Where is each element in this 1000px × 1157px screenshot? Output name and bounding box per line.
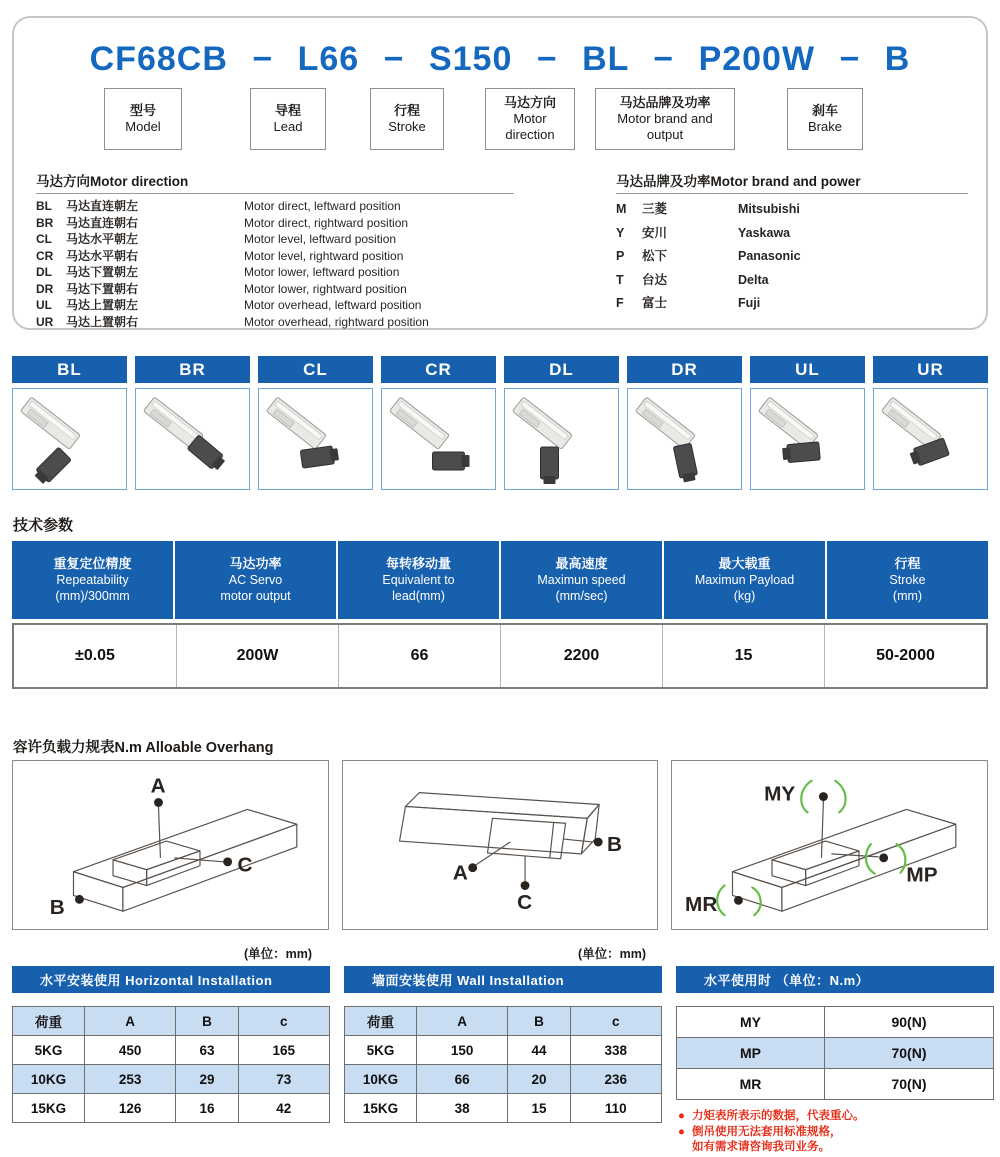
model-code-panel [12, 16, 988, 330]
table-cell: 253 [85, 1065, 176, 1094]
code-box-label-zh: 刹车 [811, 103, 838, 118]
footnote-text: 力矩表所表示的数据，代表重心。 [692, 1110, 865, 1122]
tech-value-cell-3: 2200 [500, 625, 662, 687]
orientation-card-bl [12, 356, 127, 490]
tech-header-cell-5 [827, 541, 988, 619]
direction-en: Motor direct, rightward position [244, 215, 409, 230]
table-cell: 110 [570, 1094, 661, 1123]
brand-item-t [616, 269, 968, 293]
table-cell: 15KG [13, 1094, 85, 1123]
footnote-text: 如有需求请咨询我司业务。 [692, 1141, 830, 1153]
direction-code: DR [36, 281, 54, 296]
torque-value-cell: 90(N) [825, 1007, 994, 1038]
torque-section [676, 966, 994, 1156]
direction-item-cr [36, 248, 514, 265]
footnote-line [678, 1125, 994, 1141]
tech-header-line: 行程 [894, 556, 921, 571]
column-header: A [417, 1007, 508, 1036]
orientation-label: BL [12, 356, 127, 383]
orientation-label: CL [258, 356, 373, 383]
direction-en: Motor overhead, rightward position [244, 314, 429, 329]
motor-direction-list [36, 198, 514, 330]
direction-item-dr [36, 281, 514, 298]
table-cell: 338 [570, 1036, 661, 1065]
overhang-diagram-row [12, 760, 988, 930]
horizontal-installation-title: 水平安装使用 Horizontal Installation [12, 966, 330, 993]
direction-item-ul [36, 297, 514, 314]
motor-brand-list [616, 198, 968, 316]
orientation-label: DR [627, 356, 742, 383]
direction-code: BL [36, 199, 52, 213]
table-cell: 38 [417, 1094, 508, 1123]
tech-params-title: 技术参数 [13, 517, 74, 534]
brand-zh: 富士 [642, 296, 668, 310]
direction-code: UR [36, 314, 54, 329]
direction-code: DL [36, 265, 52, 279]
code-box-label-zh: 型号 [129, 103, 156, 118]
brand-zh: 安川 [642, 225, 668, 240]
code-box-label-en: Stroke [388, 119, 426, 134]
direction-item-cl [36, 231, 514, 248]
code-box-lead [250, 88, 326, 150]
direction-zh: 马达下置朝左 [66, 265, 139, 279]
horizontal-installation-table [12, 1006, 330, 1123]
direction-zh: 马达下置朝右 [66, 281, 139, 296]
tech-header-line: 最高速度 [555, 556, 608, 571]
table-cell: 5KG [13, 1036, 85, 1065]
tech-header-cell-4 [664, 541, 825, 619]
code-box-motor-direction [485, 88, 575, 150]
label-a: A [150, 774, 166, 798]
tech-header-line: Equivalent to [382, 573, 455, 587]
direction-en: Motor lower, rightward position [244, 281, 407, 296]
actuator-illustration [13, 389, 126, 489]
orientation-card-br [135, 356, 250, 490]
tech-header-line: 马达功率 [229, 556, 282, 571]
brand-en: Panasonic [738, 249, 801, 263]
table-cell: 150 [417, 1036, 508, 1065]
brand-code: Y [616, 225, 625, 240]
label-c: C [516, 891, 532, 915]
orientation-label: UR [873, 356, 988, 383]
tech-header-line: Repeatability [56, 573, 129, 587]
tech-header-line: (mm)/300mm [55, 589, 130, 603]
column-header: 荷重 [13, 1007, 85, 1036]
actuator-illustration [136, 389, 249, 489]
actuator-photo-br [135, 388, 250, 490]
table-row [345, 1094, 662, 1123]
direction-en: Motor direct, leftward position [244, 199, 401, 213]
unit-label-row [12, 944, 988, 962]
table-row [677, 1038, 994, 1069]
tech-header-line: Maximun Payload [694, 573, 795, 587]
orientation-card-dl [504, 356, 619, 490]
table-cell: 63 [176, 1036, 238, 1065]
code-box-label-en: Model [125, 119, 161, 134]
direction-zh: 马达水平朝右 [66, 248, 139, 263]
tech-header-line: (mm/sec) [555, 589, 608, 603]
table-cell: 15KG [345, 1094, 417, 1123]
tech-value-cell-5: 50-2000 [824, 625, 986, 687]
orientation-label: UL [750, 356, 865, 383]
actuator-illustration [259, 389, 372, 489]
orientation-card-ur [873, 356, 988, 490]
table-row [677, 1069, 994, 1100]
actuator-photo-dr [627, 388, 742, 490]
footnote-bullet [678, 1140, 692, 1156]
tech-header-line: 每转移动量 [385, 556, 451, 571]
code-box-row [14, 88, 986, 160]
code-box-label-zh: 导程 [274, 103, 301, 118]
tech-header-line: 重复定位精度 [53, 556, 132, 571]
table-cell: 10KG [13, 1065, 85, 1094]
tech-header-cell-1 [175, 541, 336, 619]
column-header: c [238, 1007, 329, 1036]
label-mp: MP [906, 863, 938, 887]
brand-en: Mitsubishi [738, 202, 800, 216]
motor-direction-heading: 马达方向Motor direction [36, 170, 514, 194]
tech-header-cell-3 [501, 541, 662, 619]
table-cell: 16 [176, 1094, 238, 1123]
installation-tables-row [12, 966, 988, 1156]
brand-zh: 松下 [642, 249, 668, 263]
direction-code: CL [36, 232, 52, 246]
torque-axis-cell: MP [677, 1038, 825, 1069]
wall-mount-illustration [343, 761, 658, 929]
direction-zh: 马达直连朝左 [66, 199, 139, 213]
actuator-photo-ur [873, 388, 988, 490]
orientation-label: BR [135, 356, 250, 383]
column-header: B [508, 1007, 570, 1036]
tech-params-table [12, 541, 988, 689]
code-box-label-zh: 行程 [393, 103, 420, 118]
table-cell: 42 [238, 1094, 329, 1123]
torque-table [676, 1006, 994, 1100]
actuator-photo-cr [381, 388, 496, 490]
table-cell: 10KG [345, 1065, 417, 1094]
actuator-photo-dl [504, 388, 619, 490]
horizontal-installation-section [12, 966, 330, 1156]
label-a: A [452, 861, 468, 885]
table-row [13, 1094, 330, 1123]
footnote-line [678, 1109, 994, 1125]
table-row [345, 1065, 662, 1094]
label-my: MY [764, 782, 796, 806]
column-header: A [85, 1007, 176, 1036]
direction-item-ur [36, 314, 514, 331]
tech-header-line: (mm) [892, 589, 923, 603]
direction-zh: 马达水平朝左 [66, 232, 139, 246]
code-box-label-en: Motor brand and output [617, 111, 713, 142]
actuator-illustration [628, 389, 741, 489]
actuator-illustration [874, 389, 987, 489]
brand-en: Delta [738, 272, 769, 287]
wall-installation-title: 墙面安装使用 Wall Installation [344, 966, 662, 993]
tech-header-cell-2 [338, 541, 499, 619]
model-code: CF68CB − L66 − S150 − BL − P200W − B [89, 40, 911, 78]
column-header: c [570, 1007, 661, 1036]
table-header-row [13, 1007, 330, 1036]
column-header: 荷重 [345, 1007, 417, 1036]
actuator-illustration [505, 389, 618, 489]
table-cell: 5KG [345, 1036, 417, 1065]
moment-axes-illustration [672, 761, 987, 929]
brand-code: T [616, 272, 624, 287]
code-box-label-en: Motor direction [505, 111, 555, 142]
tech-value-cell-4: 15 [662, 625, 824, 687]
tech-header-line: Stroke [889, 573, 926, 587]
motor-brand-legend [616, 170, 968, 316]
wall-installation-table [344, 1006, 662, 1123]
tech-header-line: 最大载重 [718, 556, 771, 571]
wall-installation-section [344, 966, 662, 1156]
code-box-motor-brand-and-output [595, 88, 735, 150]
torque-value-cell: 70(N) [825, 1069, 994, 1100]
code-box-label-zh: 马达方向 [503, 95, 556, 110]
code-box-label-zh: 马达品牌及功率 [619, 95, 711, 110]
direction-zh: 马达上置朝右 [66, 314, 139, 329]
table-cell: 44 [508, 1036, 570, 1065]
motor-direction-legend [36, 170, 514, 330]
table-cell: 66 [417, 1065, 508, 1094]
orientation-gallery [12, 356, 988, 490]
footnote-block [676, 1109, 994, 1156]
torque-axis-cell: MR [677, 1069, 825, 1100]
unit-label-wall: (单位：mm) [578, 947, 647, 961]
horizontal-mount-illustration [13, 761, 328, 929]
tech-value-cell-1: 200W [176, 625, 338, 687]
direction-code: UL [36, 298, 52, 312]
direction-zh: 马达上置朝左 [66, 298, 139, 312]
table-row [677, 1007, 994, 1038]
footnote-text: 倒吊使用无法套用标准规格， [692, 1125, 842, 1138]
actuator-photo-cl [258, 388, 373, 490]
direction-en: Motor overhead, leftward position [244, 298, 422, 312]
direction-item-bl [36, 198, 514, 215]
torque-axis-cell: MY [677, 1007, 825, 1038]
brand-en: Yaskawa [738, 225, 791, 240]
brand-item-m [616, 198, 968, 222]
table-cell: 126 [85, 1094, 176, 1123]
tech-value-cell-2: 66 [338, 625, 500, 687]
brand-code: F [616, 296, 624, 310]
table-row [13, 1065, 330, 1094]
code-box-brake [787, 88, 863, 150]
direction-en: Motor level, leftward position [244, 232, 397, 246]
direction-en: Motor lower, leftward position [244, 265, 400, 279]
label-c: C [237, 853, 253, 877]
table-cell: 450 [85, 1036, 176, 1065]
table-cell: 20 [508, 1065, 570, 1094]
table-row [345, 1036, 662, 1065]
direction-en: Motor level, rightward position [244, 248, 404, 263]
orientation-card-dr [627, 356, 742, 490]
table-header-row [345, 1007, 662, 1036]
torque-value-cell: 70(N) [825, 1038, 994, 1069]
brand-zh: 台达 [642, 272, 668, 287]
direction-item-dl [36, 264, 514, 281]
tech-header-line: motor output [220, 589, 291, 603]
overhang-diagram-horizontal [12, 760, 329, 930]
table-cell: 165 [238, 1036, 329, 1065]
brand-code: P [616, 249, 625, 263]
brand-item-p [616, 245, 968, 269]
overhang-diagram-moment [671, 760, 988, 930]
tech-header-line: AC Servo [228, 573, 283, 587]
table-cell: 236 [570, 1065, 661, 1094]
orientation-card-cl [258, 356, 373, 490]
direction-code: BR [36, 215, 54, 230]
overhang-title: 容许负载力规表N.m Alloable Overhang [13, 740, 274, 756]
footnote-line [678, 1140, 994, 1156]
label-b: B [49, 896, 65, 920]
tech-value-cell-0: ±0.05 [14, 625, 176, 687]
orientation-label: CR [381, 356, 496, 383]
table-cell: 15 [508, 1094, 570, 1123]
tech-header-line: (kg) [733, 589, 756, 603]
actuator-illustration [382, 389, 495, 489]
torque-table-title: 水平使用时 （单位：N.m） [676, 966, 994, 993]
tech-params-value-row [12, 623, 988, 689]
brand-item-f [616, 292, 968, 316]
orientation-label: DL [504, 356, 619, 383]
label-b: B [606, 832, 622, 856]
tech-header-line: lead(mm) [392, 589, 445, 603]
table-row [13, 1036, 330, 1065]
code-box-stroke [370, 88, 444, 150]
tech-header-line: Maximun speed [537, 573, 626, 587]
brand-en: Fuji [738, 296, 761, 310]
orientation-card-ul [750, 356, 865, 490]
actuator-photo-bl [12, 388, 127, 490]
brand-code: M [616, 202, 627, 216]
actuator-illustration [751, 389, 864, 489]
table-cell: 29 [176, 1065, 238, 1094]
brand-item-y [616, 222, 968, 246]
brand-zh: 三菱 [642, 202, 668, 216]
orientation-card-cr [381, 356, 496, 490]
direction-code: CR [36, 248, 54, 263]
code-box-model [104, 88, 182, 150]
code-box-label-en: Brake [808, 119, 842, 134]
tech-header-cell-0 [12, 541, 173, 619]
overhang-diagram-wall [342, 760, 659, 930]
direction-zh: 马达直连朝右 [66, 215, 139, 230]
footnote-bullet: ● [678, 1125, 685, 1138]
footnote-bullet: ● [678, 1110, 685, 1122]
actuator-photo-ul [750, 388, 865, 490]
label-mr: MR [685, 893, 718, 917]
tech-params-header-row [12, 541, 988, 619]
direction-item-br [36, 215, 514, 232]
column-header: B [176, 1007, 238, 1036]
code-box-label-en: Lead [273, 119, 303, 134]
unit-label-horizontal: (单位：mm) [244, 947, 313, 961]
motor-brand-heading: 马达品牌及功率Motor brand and power [616, 170, 968, 194]
table-cell: 73 [238, 1065, 329, 1094]
